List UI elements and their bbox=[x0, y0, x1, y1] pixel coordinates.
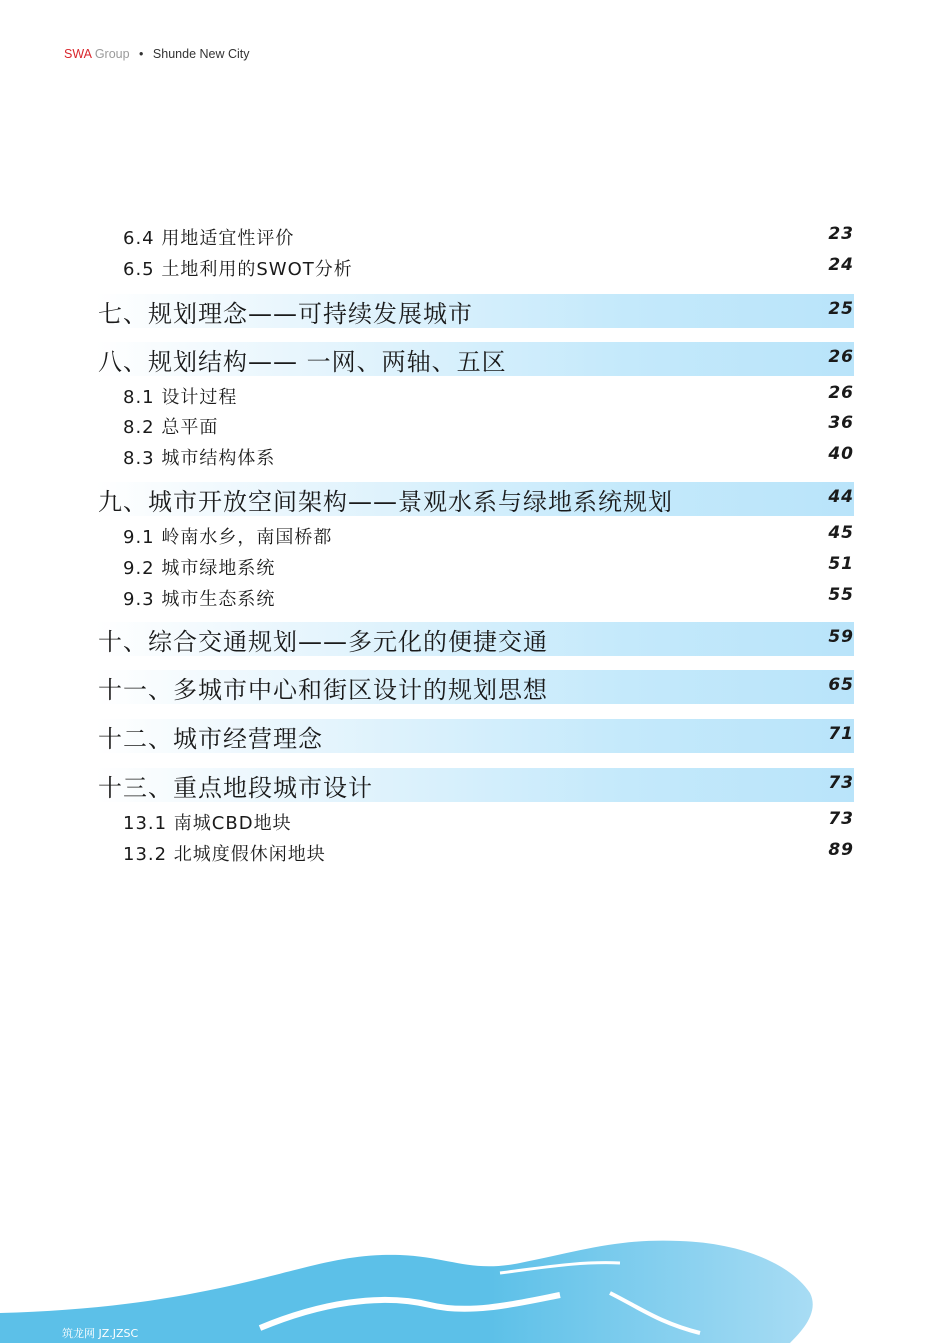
toc-chapter-label: 八、规划结构—— 一网、两轴、五区 bbox=[98, 348, 507, 376]
toc-chapter-label: 七、规划理念——可持续发展城市 bbox=[98, 300, 473, 328]
river-decoration bbox=[0, 1233, 950, 1343]
toc-entry-page: 26 bbox=[828, 383, 854, 403]
toc-entry-page: 24 bbox=[828, 255, 854, 275]
toc-chapter-page: 65 bbox=[828, 675, 854, 695]
toc-entry-page: 73 bbox=[828, 809, 854, 829]
watermark: 筑龙网 JZ.JZSC bbox=[62, 1327, 139, 1340]
toc-chapter-page: 73 bbox=[828, 773, 854, 793]
toc-chapter-label: 九、城市开放空间架构——景观水系与绿地系统规划 bbox=[98, 488, 673, 516]
toc-entry-page: 45 bbox=[828, 523, 854, 543]
toc-chapter-label: 十、综合交通规划——多元化的便捷交通 bbox=[98, 628, 548, 656]
toc-entry-label: 8.3 城市结构体系 bbox=[123, 448, 276, 469]
brand-name: SWA bbox=[64, 47, 92, 61]
toc-entry-page: 51 bbox=[828, 554, 854, 574]
toc-chapter-label: 十三、重点地段城市设计 bbox=[98, 774, 373, 802]
toc-chapter-label: 十二、城市经营理念 bbox=[98, 725, 323, 753]
toc-entry-page: 55 bbox=[828, 585, 854, 605]
toc-entry-label: 6.5 土地利用的SWOT分析 bbox=[123, 259, 353, 280]
toc-entry-label: 8.1 设计过程 bbox=[123, 387, 238, 408]
toc-chapter-page: 59 bbox=[828, 627, 854, 647]
toc-entry-page: 23 bbox=[828, 224, 854, 244]
toc-entry-page: 40 bbox=[828, 444, 854, 464]
toc-entry-label: 13.1 南城CBD地块 bbox=[123, 813, 292, 834]
toc-entry-label: 8.2 总平面 bbox=[123, 417, 219, 438]
toc-entry-page: 36 bbox=[828, 413, 854, 433]
toc-entry-label: 9.3 城市生态系统 bbox=[123, 589, 276, 610]
toc-chapter-page: 71 bbox=[828, 724, 854, 744]
toc-entry-label: 9.2 城市绿地系统 bbox=[123, 558, 276, 579]
toc-chapter-page: 25 bbox=[828, 299, 854, 319]
project-name: Shunde New City bbox=[152, 47, 250, 61]
toc-chapter-label: 十一、多城市中心和街区设计的规划思想 bbox=[98, 676, 548, 704]
toc-entry-label: 6.4 用地适宜性评价 bbox=[123, 228, 295, 249]
toc-chapter-page: 44 bbox=[828, 487, 854, 507]
toc-entry-label: 9.1 岭南水乡，南国桥都 bbox=[123, 527, 333, 548]
toc-chapter-page: 26 bbox=[828, 347, 854, 367]
header-separator: • bbox=[139, 47, 144, 61]
running-header bbox=[64, 47, 250, 61]
toc-entry-page: 89 bbox=[828, 840, 854, 860]
brand-group: Group bbox=[94, 47, 130, 61]
toc-entry-label: 13.2 北城度假休闲地块 bbox=[123, 844, 326, 865]
